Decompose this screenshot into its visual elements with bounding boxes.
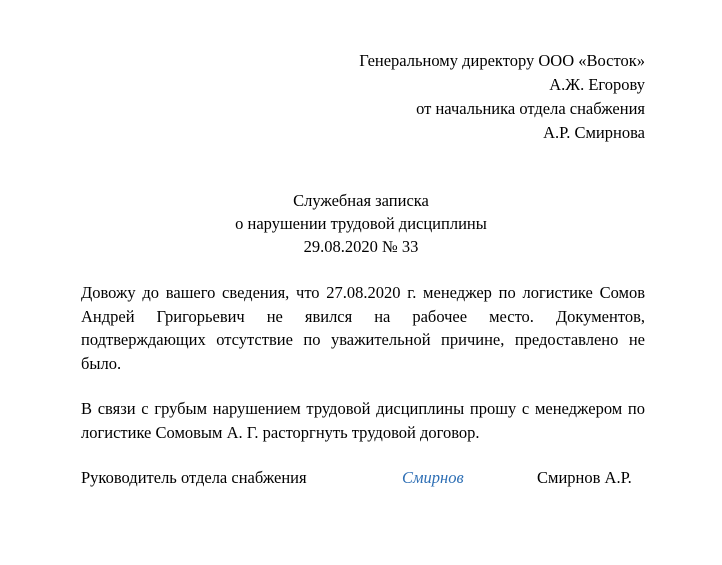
body-paragraph-2: В связи с грубым нарушением трудовой дисциплины прошу с менеджером по логистике Сомовым А. Г. расторгнуть трудовой договор. [81, 399, 645, 442]
body-paragraph-1: Довожу до вашего сведения, что 27.08.2020 г. менеджер по логистике Сомов Андрей Григорьевич не явился на рабочее место. Документов, подтверждающих отсутствие по уважительной причине, предоставлено не было. [81, 283, 645, 373]
addressee-line-recipient-name: А.Ж. Егорову [549, 75, 645, 94]
handwritten-signature: Смирнов [402, 468, 464, 487]
addressee-line-sender-title: от начальника отдела снабжения [416, 99, 645, 118]
memo-title-block [0, 189, 722, 258]
addressee-line-sender-name: А.Р. Смирнова [543, 123, 645, 142]
signature-row [81, 466, 645, 490]
signature-name: Смирнов А.Р. [537, 468, 632, 487]
memo-title: Служебная записка [293, 191, 429, 210]
memo-subject: о нарушении трудовой дисциплины [235, 214, 487, 233]
addressee-line-recipient-title: Генеральному директору ООО «Восток» [359, 51, 645, 70]
signature-position: Руководитель отдела снабжения [81, 468, 307, 487]
addressee-block [359, 49, 645, 145]
memo-date-number: 29.08.2020 № 33 [303, 237, 419, 256]
